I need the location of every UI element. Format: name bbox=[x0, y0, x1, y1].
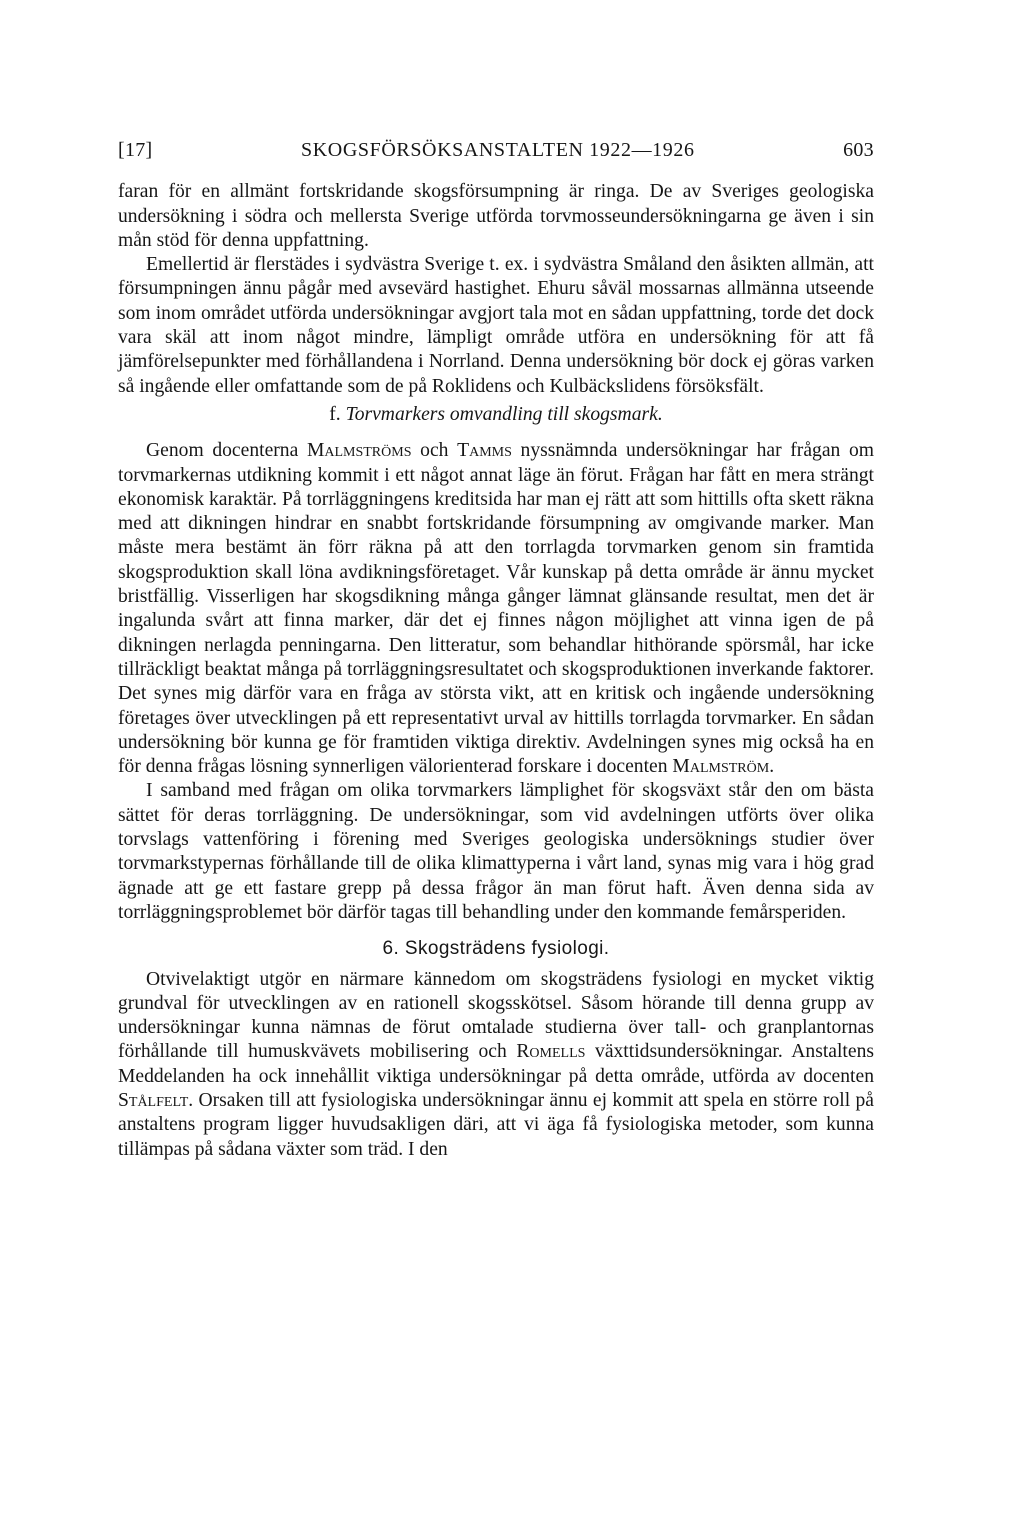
subsection-title: Torvmarkers omvandling till skogsmark. bbox=[345, 403, 663, 425]
text-run: . Orsaken till att fysiologiska undersökningar ännu ej kommit att spela en större roll på anstaltens program ligger huvudsakligen däri, att vi äga få fysiologiska metoder, som kunna tillämpas på sådana växter som träd. I den bbox=[118, 1089, 874, 1160]
person-name: Malmström bbox=[672, 756, 770, 778]
person-name: Malmströms bbox=[306, 440, 412, 462]
text-run: Genom docenterna bbox=[146, 440, 307, 462]
section-heading-6 bbox=[118, 937, 874, 961]
section-number: [17] bbox=[118, 139, 153, 161]
running-header bbox=[118, 138, 874, 162]
running-title: SKOGSFÖRSÖKSANSTALTEN 1922—1926 bbox=[301, 139, 695, 161]
text-run: . bbox=[769, 756, 775, 778]
section-heading-number: 6. bbox=[382, 938, 400, 960]
paragraph-2: Emellertid är flerstädes i sydvästra Sverige t. ex. i sydvästra Småland den åsikten allmän, att försumpningen ännu pågår med avsevärd hastighet. Ehuru såväl mossarnas allmänna utseende som inom området utförda undersökningar avgjort tala mot en sådan uppfattning, torde det dock vara skäl att inom något mindre, lämpligt område utföra en undersökning för att få jämförelsepunkter med förhållandena i Norrland. Denna undersökning bör dock ej göras varken så ingående eller omfattande som de på Roklidens och Kulbäckslidens försöksfält. bbox=[118, 254, 874, 397]
paragraph-3 bbox=[118, 439, 874, 779]
paragraph-1: faran för en allmänt fortskridande skogsförsumpning är ringa. De av Sveriges geologiska undersökning i södra och mellersta Sverige utförda torvmosseundersökningarna ge även i sin mån stöd för denna uppfattning. bbox=[118, 181, 874, 251]
person-name: Romells bbox=[516, 1041, 586, 1063]
paragraph-5 bbox=[118, 968, 874, 1162]
subsection-heading-f bbox=[118, 403, 874, 427]
text-run: och bbox=[411, 440, 458, 462]
page-number: 603 bbox=[843, 139, 874, 161]
document-page bbox=[118, 138, 874, 1162]
text-run: växttidsundersökningar. Anstaltens Meddelanden ha ock innehållit viktiga undersökningar på detta område, utförda av docenten bbox=[118, 1041, 874, 1087]
person-name: Stålfelt bbox=[118, 1089, 189, 1111]
text-run: Otvivelaktigt utgör en närmare kännedom om skogsträdens fysiologi en mycket viktig grundval för utvecklingen av en rationell skogsskötsel. Såsom hörande till denna grupp av undersökningar kunna nämnas de förut omtalade studierna över tall- och granplantornas förhållande till humuskvävets mobilisering och bbox=[118, 968, 874, 1063]
text-run: nyssnämnda undersökningar har frågan om torvmarkernas utdikning kommit i ett något annat läge än förut. Frågan har fått en mera strängt ekonomisk karaktär. På torrläggningens kreditsida har man ej rätt att som hittills ofta skett räkna med att dikningen hindrar en snabbt fortskridande försumpning av omgivande marker. Man måste mera bestämt än förr räkna på att den torrlagda torvmarken genom sin framtida skogsproduktion skall löna avdikningsföretaget. Vår kunskap på detta område är ännu mycket bristfällig. Visserligen har skogsdikning många gånger lämnat glänsande resultat, men det är ingalunda svårt att finna marker, där det ej finnes någon möjlighet att vinna igen de på dikningen nerlagda penningarna. Den litteratur, som behandlar hithörande spörsmål, har icke tillräckligt beaktat många på torrläggningsresultatet och skogsproduktionen inverkande faktorer. Det synes mig därför vara en fråga av största vikt, att en kritisk och ingående undersökning företages över utvecklingen på ett representativt urval av hittills torrlagda torvmarker. En sådan undersökning bör kunna ge för framtiden viktiga direktiv. Avdelningen synes mig också ha en för denna frågas lösning synnerligen välorienterad forskare i docenten bbox=[118, 440, 874, 778]
subsection-number: f. bbox=[329, 403, 341, 425]
person-name: Tamms bbox=[457, 440, 512, 462]
paragraph-4: I samband med frågan om olika torvmarkers lämplighet för skogsväxt står den om bästa sättet för deras torrläggning. De undersökningar, som vid avdelningen utförts över olika torvslags vattenföring i förening med Sveriges geologiska undersöknings studier över torvmarkstypernas förhållande till de olika klimattyperna i vårt land, synas mig vara i hög grad ägnade att ge ett fastare grepp på dessa frågor än man förut haft. Även denna sida av torrläggningsproblemet bör därför tagas till behandling under den kommande femårsperiden. bbox=[118, 780, 874, 923]
section-heading-title: Skogsträdens fysiologi. bbox=[404, 938, 610, 960]
